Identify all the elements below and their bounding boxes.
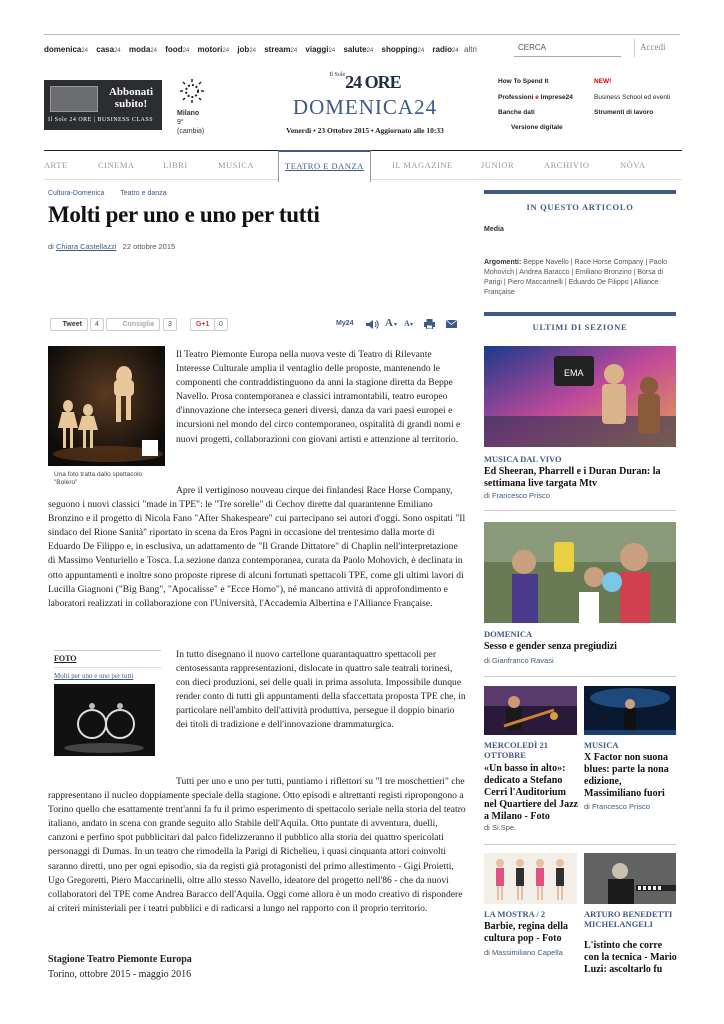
consiglia-count: 3	[163, 318, 177, 331]
sidebar-divider	[484, 312, 676, 316]
season-dates: Torino, ottobre 2015 - maggio 2016	[48, 969, 192, 980]
tweet-count: 4	[90, 318, 104, 331]
card-kicker[interactable]: DOMENICA	[484, 629, 533, 639]
card-image[interactable]	[584, 686, 676, 735]
chevron-down-icon: ▾	[410, 322, 414, 328]
card-kicker[interactable]: MUSICA DAL VIVO	[484, 454, 562, 464]
gallery-link[interactable]: Molti per uno e uno per tutti	[54, 672, 134, 680]
topic-link[interactable]: Alliance Française	[484, 279, 659, 296]
card-image[interactable]	[484, 686, 577, 735]
gallery-thumbnail[interactable]	[54, 684, 155, 756]
card-kicker[interactable]: LA MOSTRA / 2	[484, 909, 546, 919]
promo-subtitle: Il Sole 24 ORE | BUSINESS CLASS	[48, 117, 154, 123]
card-divider	[484, 510, 676, 511]
promo-title: Abbonati subito!	[108, 86, 154, 110]
network-link[interactable]: viaggi24	[305, 45, 336, 54]
topic-link[interactable]: Andrea Baracco	[519, 269, 570, 276]
svg-text:EMA: EMA	[564, 368, 584, 378]
tab-archivio[interactable]: ARCHIVIO	[544, 160, 590, 170]
date-line: Venerdì • 23 Ottobre 2015 • Aggiornato alle 10:33	[286, 126, 444, 135]
card-image[interactable]	[484, 522, 676, 623]
bass-player-image	[484, 686, 577, 735]
season-title: Stagione Teatro Piemonte Europa	[48, 954, 192, 965]
article-paragraph: In tutto disegnano il nuovo cartellone quarantaquattro spettacoli per centosessanta rappresentazioni, dislocate in quattro sale teatrali torinesi, con dieci produzioni, sei delle quali in prima assoluta. Impossibile dunque render conto di tutti gli appuntamenti della sfaccettata proposta TPE che, in particolare nell'ambito dell'attività produttiva, persegue il doppio binario dei titoli di tradizione e dell'innovazione drammaturgica.	[176, 649, 466, 731]
gallery-image	[54, 684, 155, 756]
new-badge: NEW!	[594, 78, 612, 85]
crowd-image	[484, 522, 676, 623]
in-article-heading: IN QUESTO ARTICOLO	[526, 202, 634, 212]
weather-change-link[interactable]: (cambia)	[177, 128, 205, 135]
card-divider	[484, 844, 676, 845]
link-banche-dati[interactable]: Banche dati	[498, 109, 535, 116]
tab-teatro-e-danza[interactable]: TEATRO E DANZA	[278, 150, 371, 182]
search-input[interactable]: CERCA	[514, 39, 621, 57]
promo-image	[50, 86, 98, 112]
topics-list: Argomenti: Beppe Navello | Race Horse Company | Paolo Mohovich | Andrea Baracco | Emiliano Bronzino | Borsa di Parigi | Piero Maccarinelli | Eduardo De Filippo | Alliance Française	[484, 259, 668, 296]
xfactor-image	[584, 686, 676, 735]
network-link[interactable]: motori24	[197, 45, 230, 54]
card-image[interactable]	[584, 853, 676, 904]
subscribe-promo[interactable]	[44, 80, 162, 130]
consiglia-button[interactable]: Consiglia	[106, 318, 160, 331]
weather-city: Milano	[177, 110, 200, 117]
tab-cinema[interactable]: CINEMA	[98, 160, 135, 170]
card-author[interactable]: Massimiliano Capella	[491, 948, 563, 957]
topic-link[interactable]: Borsa di Parigi	[484, 269, 664, 286]
photo-caption: Una foto tratta dallo spettacolo "Bolero"	[54, 471, 143, 486]
network-bar	[44, 42, 680, 62]
card-author[interactable]: Si.Spe.	[491, 823, 517, 832]
share-toolbar	[48, 318, 463, 332]
sidebar-divider	[484, 190, 676, 194]
author-link[interactable]: Chiara Castellazzi	[55, 242, 117, 251]
network-link[interactable]: job24	[237, 45, 256, 54]
card-title[interactable]: Sesso e gender senza pregiudizi	[484, 641, 617, 652]
top-divider	[44, 34, 680, 35]
card-title[interactable]: Barbie, regina della cultura pop - Foto	[484, 921, 568, 944]
logo-section: DOMENICA24	[292, 95, 438, 119]
breadcrumb	[48, 190, 181, 197]
mtv-image	[484, 346, 676, 447]
article-paragraph: Apre il vertiginoso nouveau cirque dei finlandesi Race Horse Company, seguono i nuovi classici "made in TPE": le "Tre sorelle" di Cechov dirette dal quarantenne Emiliano Bronzino e il progetto di Nicola Fano "After Shakespeare" cui partecipano sei autori d'oggi. Sono ospitati "Il sindaco del Rione Sanità" riportato in scena da Eros Pagni in occasione del trentesimo dalla morte di Eduardo De Filippo e, in esclusiva, un adattamento de "Il Grande Dittatore" di Chaplin nell'interpretazione di Massimo Venturiello e Tosca. La sezione danza contemporanea, curata da Paolo Mohovich, è declinata in otto appuntamenti e inoltre sono proposte riprese di alcuni fortunati spettacoli TPE, come gli ultimi lavori di Lucilla Giagnoni ("Big Bang", "Apocalisse" e "Ecce Homo"), né mancano attività di approfondimento e laboratori realizzati in collaborazione con l'Università, l'Accademia Albertina e l'Alliance Française.	[48, 485, 466, 609]
card-title[interactable]: L'istinto che corre con la tecnica - Mario Luzi: ascoltarlo fu	[584, 940, 677, 975]
network-links	[44, 45, 465, 54]
topics-label: Argomenti:	[484, 259, 522, 266]
card-byline: di Francesco Prisco	[584, 802, 650, 811]
section-nav	[44, 150, 682, 180]
link-strumenti[interactable]: Strumenti di lavoro	[594, 109, 654, 116]
photo-gallery-box[interactable]	[54, 650, 161, 756]
print-icon[interactable]	[424, 319, 435, 329]
email-icon[interactable]	[446, 320, 457, 328]
card-byline: di Francesco Prisco	[484, 491, 550, 500]
card-kicker[interactable]: MUSICA	[584, 740, 619, 750]
topic-link[interactable]: Race Horse Company	[574, 259, 644, 266]
topic-link[interactable]: Eduardo De Filippo	[568, 279, 629, 286]
network-link[interactable]: moda24	[128, 45, 158, 54]
topic-link[interactable]: Paolo Mohovich	[484, 259, 668, 276]
network-link[interactable]: salute24	[343, 45, 374, 54]
network-link[interactable]: casa24	[96, 45, 121, 54]
network-link[interactable]: food24	[165, 45, 190, 54]
card-title[interactable]: Ed Sheeran, Pharrell e i Duran Duran: la settimana live targata Mtv	[484, 466, 661, 489]
topic-link[interactable]: Beppe Navello	[523, 259, 569, 266]
card-kicker[interactable]: ARTURO BENEDETTI MICHELANGELI	[584, 909, 673, 929]
season-info	[48, 952, 192, 982]
article-paragraph: Tutti per uno e uno per tutti, puntiamo i riflettori su "I tre moschettieri" che rappresentano il nucleo doppiamente speciale della stagione. Otto episodi e altrettanti registi ripropongono a Torino quello che esattamente trent'anni fa fu il primo esperimento di spettacolo seriale nella storia del teatro italiano, andato in scena con grande seguito allo Stabile dell'Aquila. Otto puntate di avventura, duelli, canzoni e perfino spot pubblicitari dal palco fidelizzeranno il pubblico alla storia dei quattro spericolati personaggi di Dumas. In un teatro che rimodella la Parigi di Richelieu, i quasi cinquanta attori coinvolti saranno diretti, uno per ogni episodio, sia da registi già protagonisti del primo allestimento - Gigi Proietti, Ugo Gregoretti, Piero Maccarinelli, oltre allo stesso Navello, ideatore del progetto nell'86 - che da nuovi collaboratori del TPE come Andrea Baracco dell'Aquila. Oggi come allora è un modo creativo di rispondere ai criteri ministeriali per i teatri pubblici e di radicarsi a lungo nel rapporto con il proprio territorio.	[48, 776, 466, 914]
weather-icon	[177, 78, 207, 104]
article-date: 22 ottobre 2015	[122, 242, 176, 251]
link-how-to-spend[interactable]: How To Spend It	[498, 78, 549, 85]
font-decrease-button[interactable]: A	[404, 319, 410, 328]
card-author[interactable]: Gianfranco Ravasi	[491, 656, 554, 665]
media-label: Media	[484, 226, 504, 233]
card-author[interactable]: Francesco Prisco	[491, 491, 550, 500]
article-paragraph: Il Teatro Piemonte Europa nella nuova veste di Teatro di Rilevante Interesse Culturale amplia il ventaglio delle proposte, mantenendo le componenti che contraddistinguono da anni la stagione diretta da Beppe Navello. Prosa contemporanea e classici intramontabili, teatro europeo d'innovazione che interseca generi diversi, danza da vari paesi europei e incursioni nel mondo del circo contemporaneo, ospitalità di grandi nomi e nuovi progetti, collaborazioni con giovani artisti e attenzione al territorio.	[176, 349, 461, 445]
breadcrumb-teatro[interactable]: Teatro e danza	[120, 190, 167, 197]
altri-menu[interactable]: altri	[464, 45, 477, 54]
my24-button[interactable]: My24	[336, 320, 354, 327]
latest-heading: ULTIMI DI SEZIONE	[532, 322, 628, 332]
login-button[interactable]: Accedi	[634, 39, 680, 57]
card-title[interactable]: «Un basso in alto»: dedicato a Stefano Cerri l'Auditorium nel Quartiere del Jazz a Milano - Foto	[484, 763, 578, 822]
tab-il-magazine[interactable]: IL MAGAZINE	[392, 160, 453, 170]
topic-link[interactable]: Emiliano Bronzino	[575, 269, 632, 276]
network-link[interactable]: stream24	[264, 45, 298, 54]
weather-temp: 9°	[177, 119, 184, 126]
byline: di Chiara Castellazzi 22 ottobre 2015	[48, 242, 176, 251]
pianist-image	[584, 853, 676, 904]
tab-nova[interactable]: NÒVA	[620, 160, 646, 170]
link-versione-digitale[interactable]: Versione digitale	[511, 124, 563, 131]
card-image[interactable]	[484, 853, 577, 904]
topic-link[interactable]: Piero Maccarinelli	[507, 279, 563, 286]
link-business-school[interactable]: Business School ed eventi	[594, 94, 671, 101]
gplus-button[interactable]: G+1	[190, 318, 215, 331]
barbie-image	[484, 853, 577, 904]
site-logo[interactable]	[270, 72, 460, 135]
tweet-button[interactable]: Tweet	[50, 318, 88, 331]
tab-junior[interactable]: JUNIOR	[481, 160, 515, 170]
network-link[interactable]: shopping24	[381, 45, 425, 54]
foto-label[interactable]: FOTO	[54, 650, 161, 668]
card-title[interactable]: X Factor non suona blues: parte la nona edizione, Massimiliano fuori	[584, 752, 669, 799]
card-byline: di Gianfranco Ravasi	[484, 656, 554, 665]
article-photo[interactable]	[48, 346, 165, 466]
font-increase-button[interactable]: A	[385, 317, 393, 329]
tab-musica[interactable]: MUSICA	[218, 160, 255, 170]
breadcrumb-cultura[interactable]: Cultura-Domenica	[48, 190, 105, 197]
card-image[interactable]	[484, 346, 676, 447]
card-divider	[484, 676, 676, 677]
audio-icon[interactable]	[365, 319, 379, 330]
gplus-count: 0	[214, 318, 228, 331]
tab-arte[interactable]: ARTE	[44, 160, 68, 170]
card-author[interactable]: Francesco Prisco	[591, 802, 650, 811]
bolero-image	[48, 346, 165, 466]
network-link[interactable]: radio24	[432, 45, 459, 54]
card-kicker[interactable]: MERCOLEDÌ 21 OTTOBRE	[484, 740, 548, 760]
link-professioni-imprese[interactable]: Professioni e Imprese24	[498, 94, 573, 101]
card-byline: di Si.Spe.	[484, 823, 517, 832]
article-title: Molti per uno e uno per tutti	[48, 202, 320, 227]
logo-brand: $^{Il Sole}$24 ORE	[329, 72, 401, 92]
card-byline: di Massimiliano Capella	[484, 948, 563, 957]
tab-libri[interactable]: LIBRI	[163, 160, 188, 170]
chevron-down-icon: ▾	[394, 322, 398, 328]
network-link[interactable]: domenica24	[44, 45, 89, 54]
weather-widget	[177, 78, 207, 136]
